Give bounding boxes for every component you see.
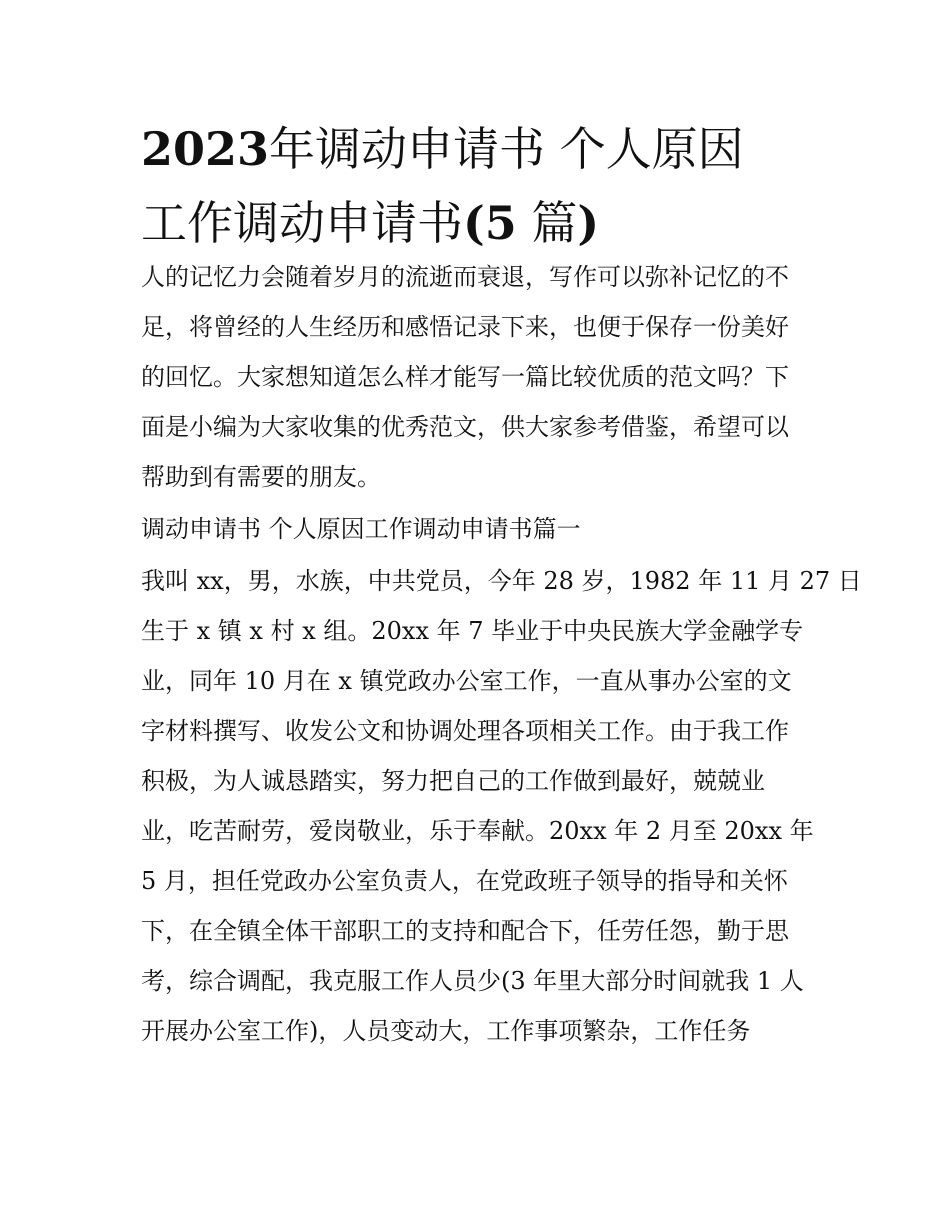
title-line-1 <box>141 112 831 186</box>
title-count-unit: 篇 <box>516 196 578 250</box>
title-close-paren: ) <box>577 196 600 250</box>
body-line: 下，在全镇全体干部职工的支持和配合下，任劳任怨，勤于思 <box>141 917 789 945</box>
title-line-2-text: 工作调动申请书 <box>141 196 463 250</box>
body-line: 我叫 xx，男，水族，中共党员，今年 28 岁，1982 年 11 月 27 日 <box>141 567 862 595</box>
document-title <box>141 112 831 260</box>
intro-line: 面是小编为大家收集的优秀范文，供大家参考借鉴，希望可以 <box>141 413 789 441</box>
intro-line: 的回忆。大家想知道怎么样才能写一篇比较优质的范文吗？下 <box>141 363 789 391</box>
title-year: 2023 <box>141 122 270 176</box>
document-body <box>141 252 862 1056</box>
body-line: 生于 x 镇 x 村 x 组。20xx 年 7 毕业于中央民族大学金融学专 <box>141 617 804 645</box>
body-line: 开展办公室工作)，人员变动大，工作事项繁杂，工作任务 <box>141 1017 751 1045</box>
body-line: 5 月，担任党政办公室负责人，在党政班子领导的指导和关怀 <box>141 867 788 895</box>
intro-line: 帮助到有需要的朋友。 <box>141 463 381 491</box>
section-heading: 调动申请书 个人原因工作调动申请书篇一 <box>141 515 581 543</box>
title-line-2 <box>141 186 831 260</box>
title-line-1-text: 年调动申请书 个人原因 <box>269 122 744 176</box>
intro-line: 人的记忆力会随着岁月的流逝而衰退，写作可以弥补记忆的不 <box>141 263 789 291</box>
body-line: 业，同年 10 月在 x 镇党政办公室工作，一直从事办公室的文 <box>141 667 792 695</box>
body-line: 考，综合调配，我克服工作人员少(3 年里大部分时间就我 1 人 <box>141 967 804 995</box>
body-line: 积极，为人诚恳踏实，努力把自己的工作做到最好，兢兢业 <box>141 767 765 795</box>
title-count: (5 <box>463 196 517 250</box>
body-line: 字材料撰写、收发公文和协调处理各项相关工作。由于我工作 <box>141 717 789 745</box>
body-line: 业，吃苦耐劳，爱岗敬业，乐于奉献。20xx 年 2 月至 20xx 年 <box>141 817 814 845</box>
intro-line: 足，将曾经的人生经历和感悟记录下来，也便于保存一份美好 <box>141 313 789 341</box>
